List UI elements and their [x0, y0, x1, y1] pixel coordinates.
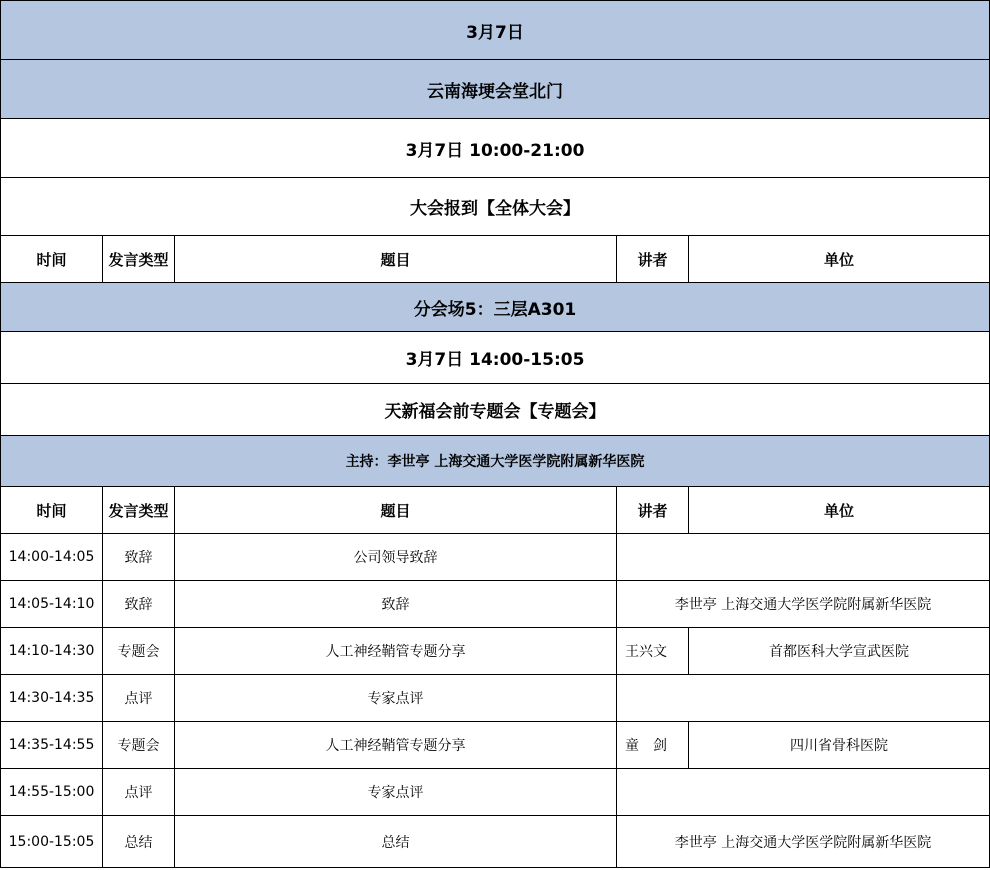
row-topic: 专家点评 — [175, 769, 617, 816]
table-row — [1, 816, 990, 868]
row-topic: 致辞 — [175, 581, 617, 628]
row-speaker-org — [617, 675, 990, 722]
row-time: 14:30-14:35 — [1, 675, 103, 722]
row-time: 14:00-14:05 — [1, 534, 103, 581]
session2-title: 天新福会前专题会【专题会】 — [1, 384, 990, 436]
column-header-row — [1, 236, 990, 283]
col-speaker: 讲者 — [617, 236, 689, 283]
row-speaker-org — [617, 534, 990, 581]
row-type: 点评 — [103, 769, 175, 816]
row-org: 首都医科大学宣武医院 — [689, 628, 990, 675]
row-speaker-org — [617, 769, 990, 816]
col-topic: 题目 — [175, 487, 617, 534]
table-row — [1, 628, 990, 675]
row-time: 14:55-15:00 — [1, 769, 103, 816]
row-speaker-org: 李世亭 上海交通大学医学院附属新华医院 — [617, 581, 990, 628]
col-type: 发言类型 — [103, 487, 175, 534]
table-row — [1, 581, 990, 628]
row-type: 专题会 — [103, 628, 175, 675]
session1-title: 大会报到【全体大会】 — [1, 178, 990, 236]
col-time: 时间 — [1, 236, 103, 283]
row-time: 14:05-14:10 — [1, 581, 103, 628]
row-topic: 公司领导致辞 — [175, 534, 617, 581]
col-topic: 题目 — [175, 236, 617, 283]
date-header: 3月7日 — [1, 1, 990, 60]
row-time: 15:00-15:05 — [1, 816, 103, 868]
row-type: 总结 — [103, 816, 175, 868]
row-type: 致辞 — [103, 534, 175, 581]
column-header-row — [1, 487, 990, 534]
venue-header: 云南海埂会堂北门 — [1, 60, 990, 119]
row-type: 点评 — [103, 675, 175, 722]
session2-time: 3月7日 14:00-15:05 — [1, 332, 990, 384]
table-row — [1, 534, 990, 581]
table-row — [1, 722, 990, 769]
row-speaker-org: 李世亭 上海交通大学医学院附属新华医院 — [617, 816, 990, 868]
table-row — [1, 769, 990, 816]
row-topic: 人工神经鞘管专题分享 — [175, 628, 617, 675]
col-time: 时间 — [1, 487, 103, 534]
col-type: 发言类型 — [103, 236, 175, 283]
row-speaker: 王兴文 — [617, 628, 689, 675]
row-time: 14:10-14:30 — [1, 628, 103, 675]
row-type: 致辞 — [103, 581, 175, 628]
col-org: 单位 — [689, 487, 990, 534]
row-topic: 总结 — [175, 816, 617, 868]
col-org: 单位 — [689, 236, 990, 283]
session2-host: 主持：李世亭 上海交通大学医学院附属新华医院 — [1, 436, 990, 487]
session1-time: 3月7日 10:00-21:00 — [1, 119, 990, 178]
row-topic: 专家点评 — [175, 675, 617, 722]
row-speaker: 童 剑 — [617, 722, 689, 769]
row-type: 专题会 — [103, 722, 175, 769]
row-org: 四川省骨科医院 — [689, 722, 990, 769]
col-speaker: 讲者 — [617, 487, 689, 534]
row-time: 14:35-14:55 — [1, 722, 103, 769]
row-topic: 人工神经鞘管专题分享 — [175, 722, 617, 769]
table-row — [1, 675, 990, 722]
venue5-header: 分会场5：三层A301 — [1, 283, 990, 332]
